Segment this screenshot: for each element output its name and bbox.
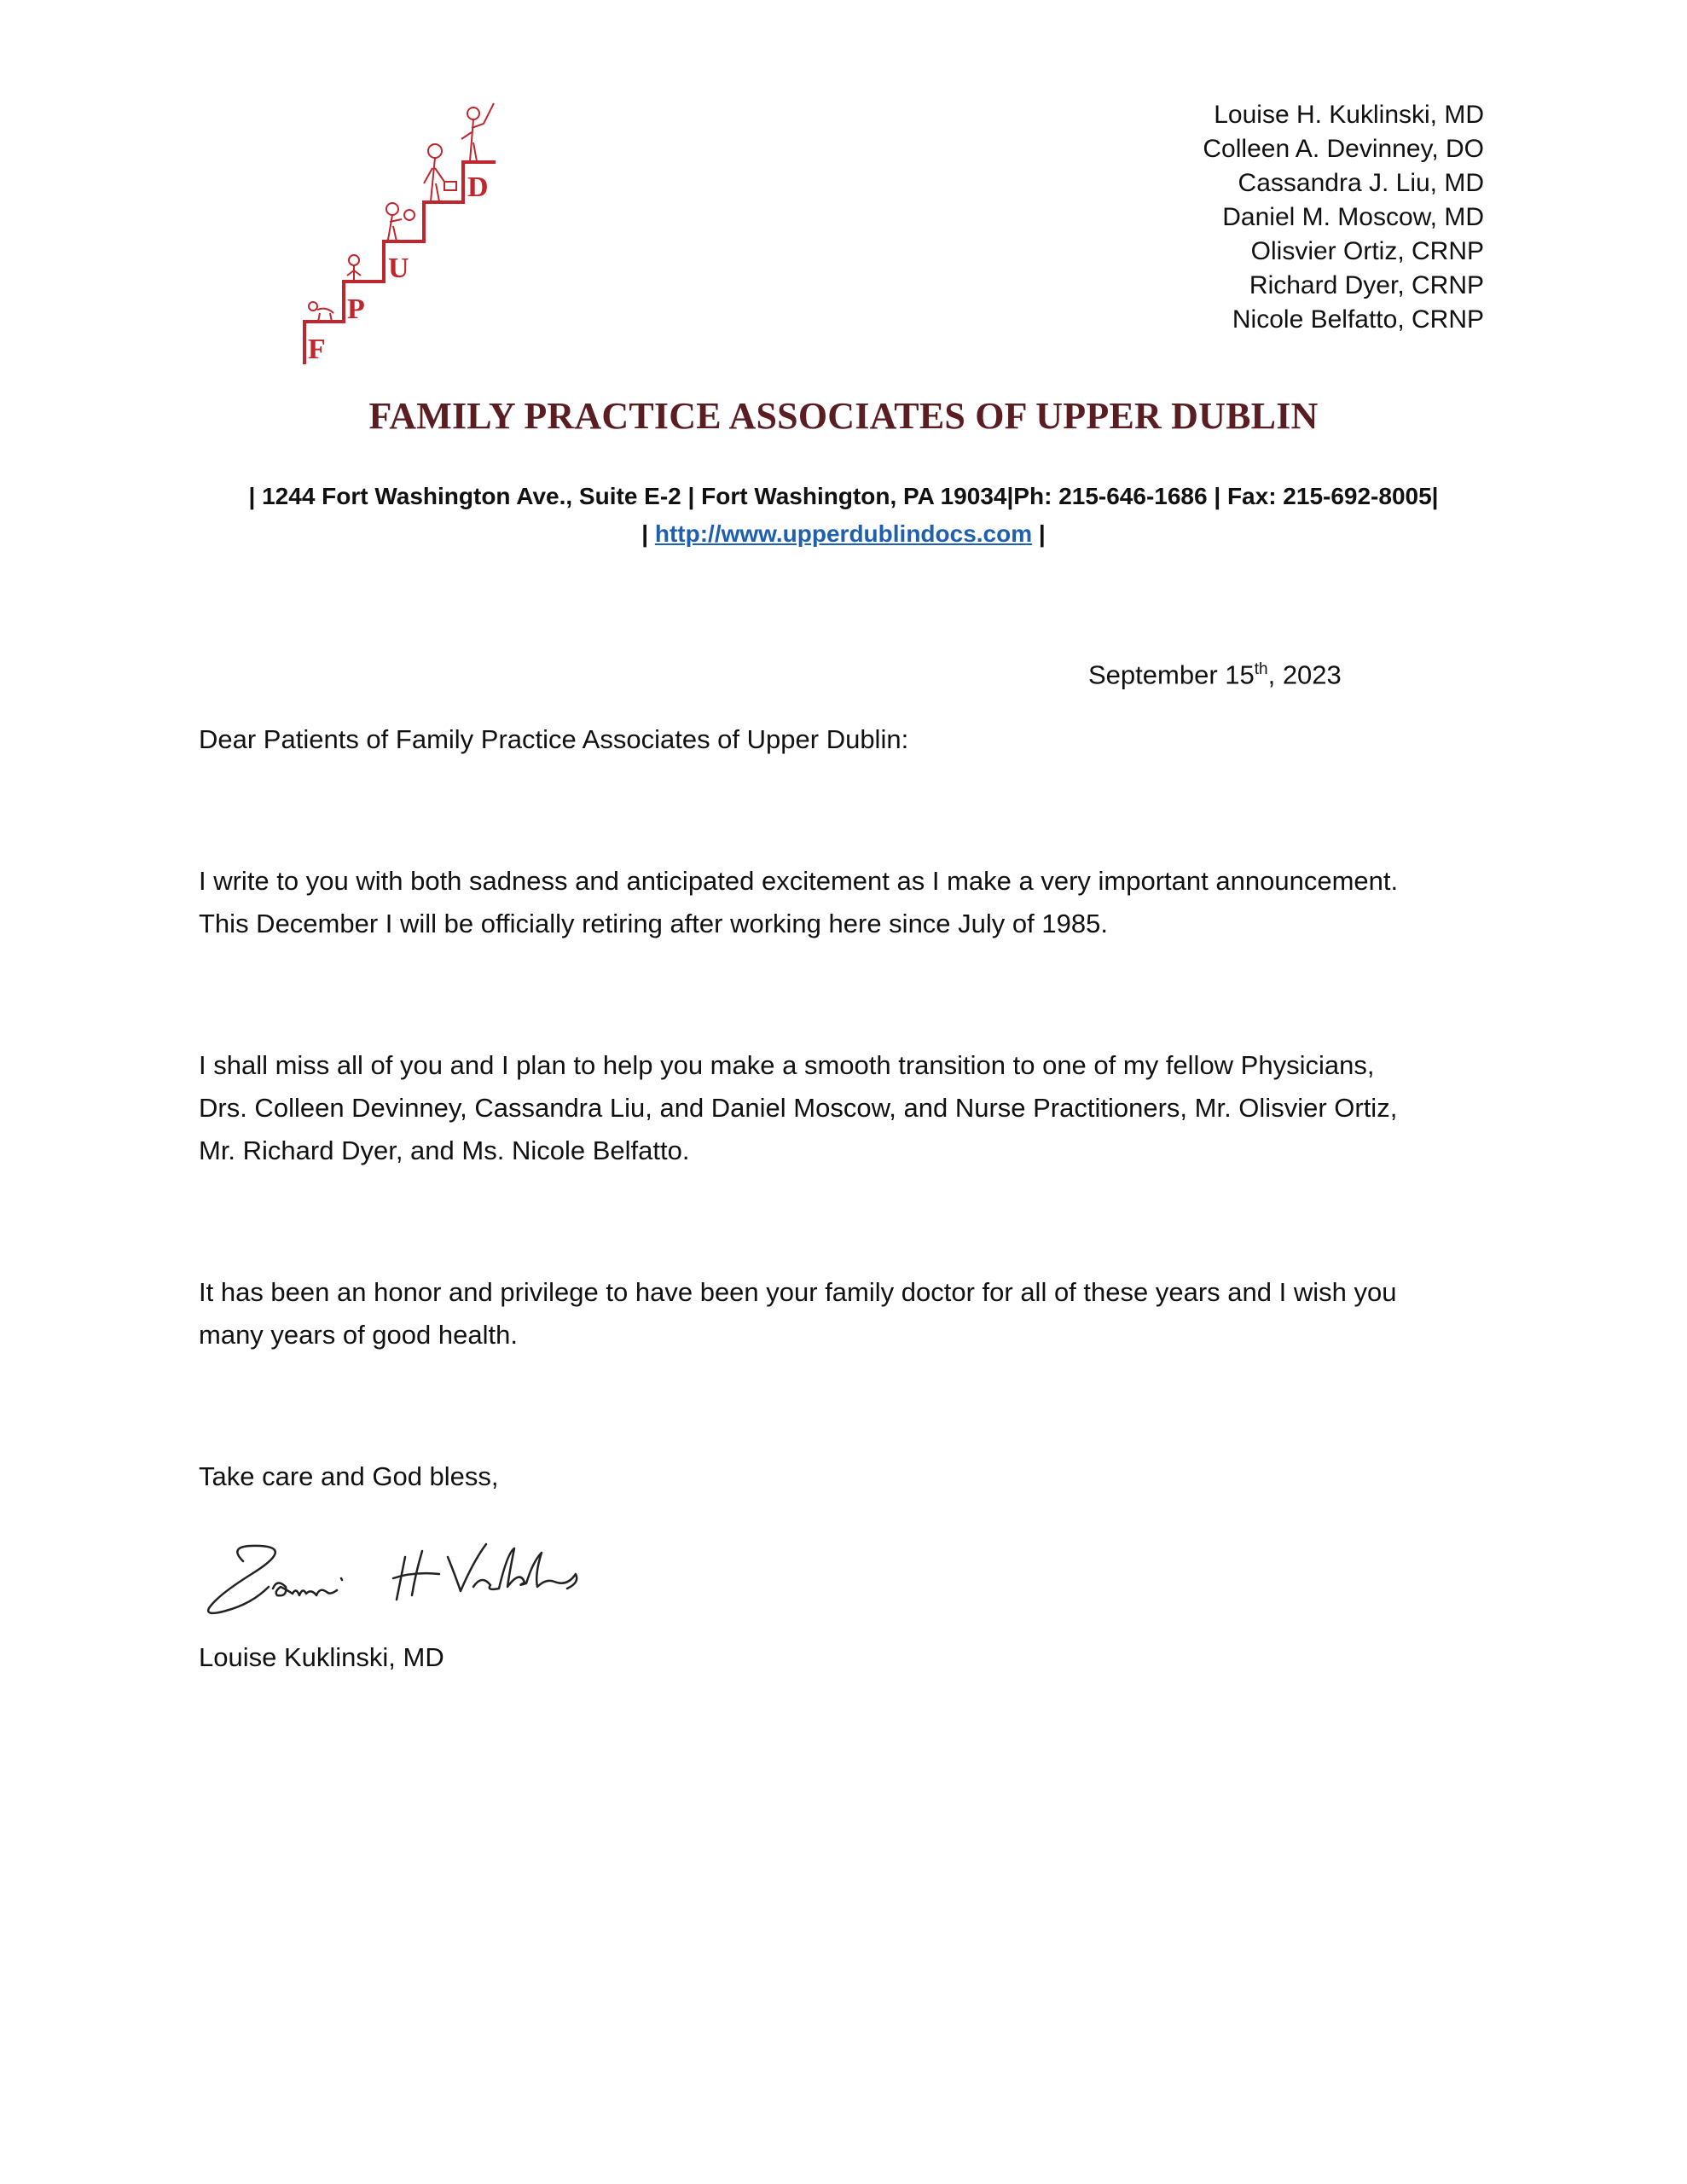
logo-letter-d: D bbox=[467, 171, 489, 203]
signer-name: Louise Kuklinski, MD bbox=[199, 1642, 444, 1672]
salutation: Dear Patients of Family Practice Associates of Upper Dublin: bbox=[199, 724, 909, 754]
website-prefix: | bbox=[641, 520, 655, 547]
paragraph-1-line-2: This December I will be officially retiring after working here since July of 1985. bbox=[199, 909, 1108, 938]
staff-member: Nicole Belfatto, CRNP bbox=[1232, 305, 1484, 334]
paragraph-1-line-1: I write to you with both sadness and anticipated excitement as I make a very important announcement. bbox=[199, 866, 1399, 896]
paragraph-2-line-1: I shall miss all of you and I plan to help you make a smooth transition to one of my fellow Physicians, bbox=[199, 1050, 1375, 1080]
practice-name: FAMILY PRACTICE ASSOCIATES OF UPPER DUBLIN bbox=[368, 395, 1319, 437]
paragraph-3-line-2: many years of good health. bbox=[199, 1320, 518, 1350]
logo-letter-p: P bbox=[347, 293, 365, 325]
paragraph-2-line-3: Mr. Richard Dyer, and Ms. Nicole Belfatto. bbox=[199, 1136, 690, 1165]
paragraph-2-line-2: Drs. Colleen Devinney, Cassandra Liu, and Daniel Moscow, and Nurse Practitioners, Mr. Olisvier Ortiz, bbox=[199, 1093, 1398, 1123]
staff-member: Colleen A. Devinney, DO bbox=[1203, 135, 1484, 163]
staff-list bbox=[1203, 98, 1484, 337]
staff-member: Olisvier Ortiz, CRNP bbox=[1250, 237, 1484, 265]
address-line: | 1244 Fort Washington Ave., Suite E-2 | Fort Washington, PA 19034|Ph: 215-646-1686 | Fax: 215-692-8005| bbox=[248, 483, 1439, 509]
staff-member: Cassandra J. Liu, MD bbox=[1238, 169, 1484, 197]
date-month-day: September 15 bbox=[1088, 659, 1255, 690]
closing: Take care and God bless, bbox=[199, 1461, 499, 1491]
date-ordinal-suffix: th bbox=[1254, 660, 1268, 678]
website-line bbox=[0, 515, 1687, 553]
logo-letter-u: U bbox=[388, 253, 409, 284]
practice-logo bbox=[294, 98, 507, 367]
logo-letter-f: F bbox=[308, 334, 326, 365]
paragraph-3-line-1: It has been an honor and privilege to have been your family doctor for all of these years and I wish you bbox=[199, 1277, 1397, 1307]
staff-member: Louise H. Kuklinski, MD bbox=[1214, 101, 1484, 129]
letter-date bbox=[1088, 648, 1342, 696]
website-suffix: | bbox=[1032, 520, 1046, 547]
signature-image bbox=[192, 1527, 670, 1621]
date-year: , 2023 bbox=[1267, 659, 1342, 690]
staff-member: Daniel M. Moscow, MD bbox=[1222, 203, 1484, 231]
website-link[interactable]: http://www.upperdublindocs.com bbox=[654, 520, 1033, 547]
staff-member: Richard Dyer, CRNP bbox=[1249, 271, 1484, 299]
